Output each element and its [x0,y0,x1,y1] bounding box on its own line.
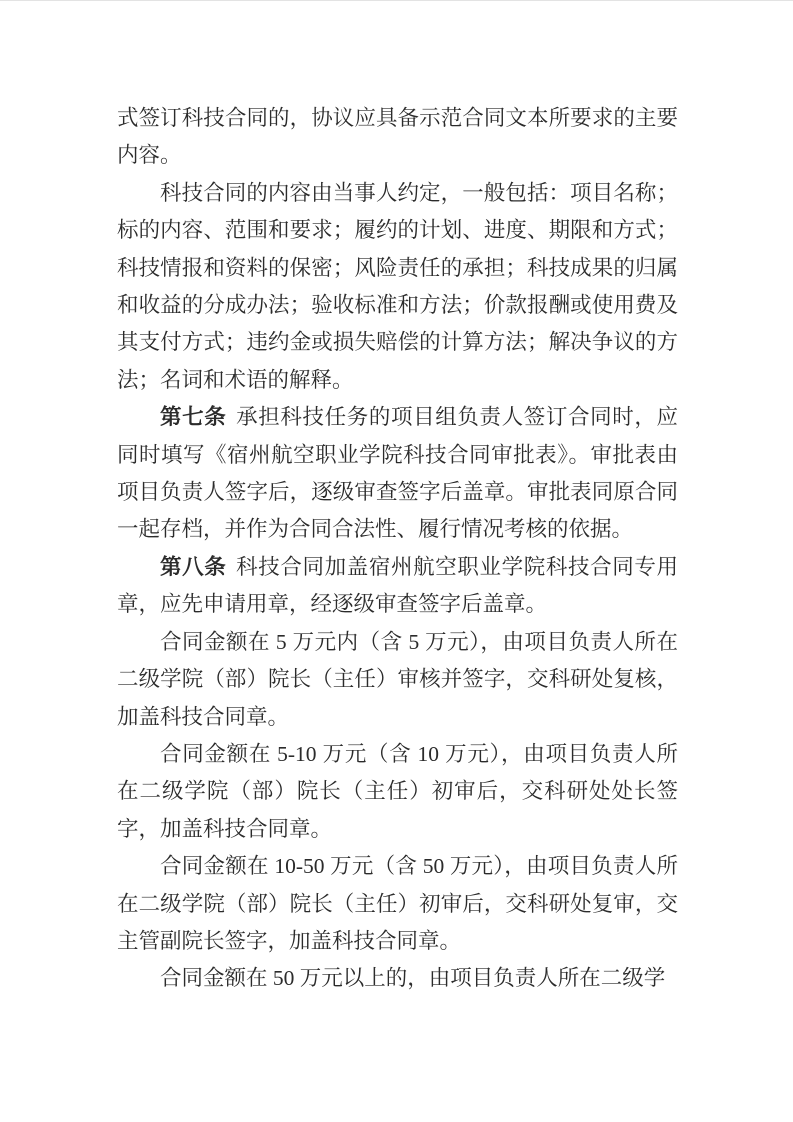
paragraph-text: 科技合同的内容由当事人约定，一般包括：项目名称；标的内容、范围和要求；履约的计划、进度、期限和方式；科技情报和资料的保密；风险责任的承担；科技成果的归属和收益的分成办法；验收标准和方法；价款报酬或使用费及其支付方式；违约金或损失赔偿的计算方法；解决争议的方法；名词和术语的解释。 [117,180,678,392]
paragraph-clause-7 [117,399,678,549]
paragraph-text: 式签订科技合同的，协议应具备示范合同文本所要求的主要内容。 [117,106,678,168]
paragraph-amount-under-5w [117,624,678,736]
clause-7-number: 第七条 [160,405,227,430]
paragraph-contract-contents [117,175,678,399]
clause-8-number: 第八条 [160,554,227,579]
paragraph-amount-over-50w [117,960,678,997]
paragraph-text: 合同金额在 50 万元以上的，由项目负责人所在二级学 [160,966,666,991]
paragraph-amount-10-50w [117,848,678,960]
paragraph-clause-8 [117,549,678,624]
paragraph-text: 合同金额在 5 万元内（含 5 万元），由项目负责人所在二级学院（部）院长（主任）审核并签字，交科研处复核，加盖科技合同章。 [117,629,678,729]
paragraph-amount-5-10w [117,736,678,848]
paragraph-text: 科技合同加盖宿州航空职业学院科技合同专用章，应先申请用章，经逐级审查签字后盖章。 [117,554,678,617]
paragraph-continuation [117,100,678,175]
paragraph-text: 承担科技任务的项目组负责人签订合同时，应同时填写《宿州航空职业学院科技合同审批表》。审批表由项目负责人签字后，逐级审查签字后盖章。审批表同原合同一起存档，并作为合同合法性、履行情况考核的依据。 [117,405,678,542]
paragraph-text: 合同金额在 5-10 万元（含 10 万元），由项目负责人所在二级学院（部）院长（主任）初审后，交科研处处长签字，加盖科技合同章。 [117,741,678,841]
document-text-block [117,100,678,998]
page-top-edge [0,0,793,1]
paragraph-text: 合同金额在 10-50 万元（含 50 万元），由项目负责人所在二级学院（部）院长（主任）初审后，交科研处复审，交主管副院长签字，加盖科技合同章。 [117,854,678,953]
